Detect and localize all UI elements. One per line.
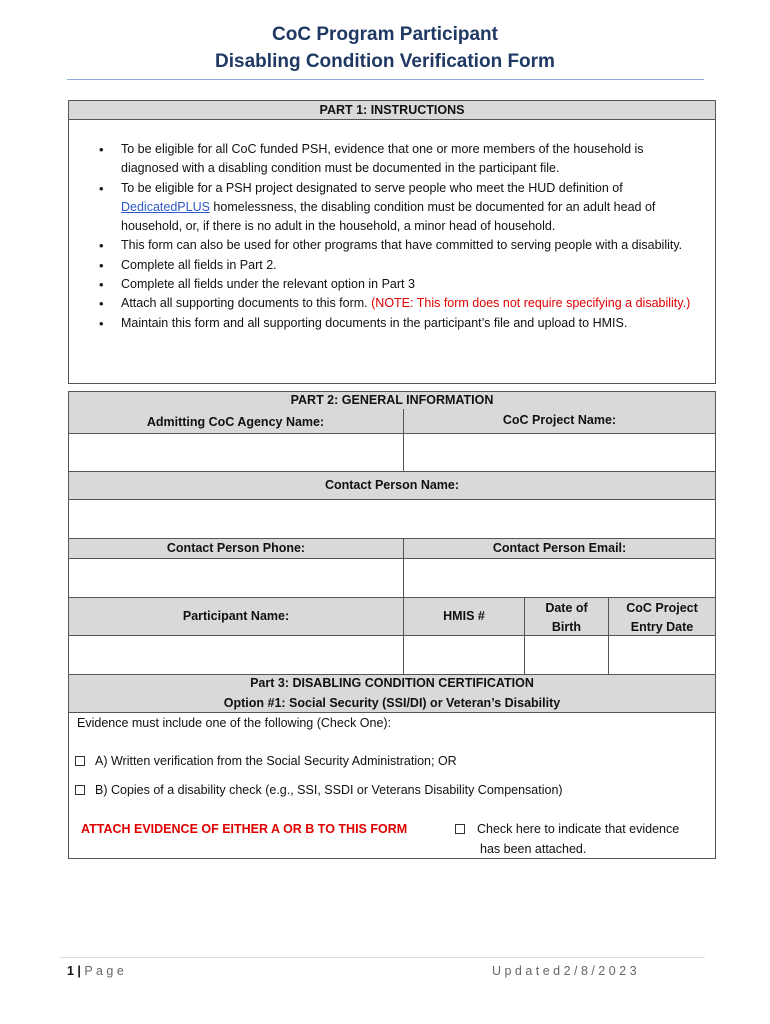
hmis-label: HMIS # bbox=[443, 609, 485, 623]
attached-check-row bbox=[455, 820, 679, 839]
agency-name-label: Admitting CoC Agency Name: bbox=[146, 415, 325, 429]
contact-name-field[interactable] bbox=[68, 499, 716, 539]
option-b-label: B) Copies of a disability check (e.g., SSI, SSDI or Veterans Disability Compensation) bbox=[95, 783, 563, 797]
part2-header: PART 2: GENERAL INFORMATION bbox=[290, 393, 494, 407]
project-name-label: CoC Project Name: bbox=[502, 413, 617, 427]
form-title-line2: Disabling Condition Verification Form bbox=[215, 51, 555, 72]
contact-email-field[interactable] bbox=[403, 558, 716, 598]
hmis-field[interactable] bbox=[403, 635, 525, 675]
dedicatedplus-link[interactable]: DedicatedPLUS bbox=[121, 199, 210, 214]
entry-date-field[interactable] bbox=[608, 635, 716, 675]
instruction-item: • Maintain this form and all supporting documents in the participant’s file and upload to HMIS. bbox=[95, 314, 700, 333]
form-title-line1: CoC Program Participant bbox=[272, 24, 498, 45]
instruction-item: • Complete all fields in Part 2. bbox=[95, 256, 700, 275]
attached-label-1: Check here to indicate that evidence bbox=[477, 822, 680, 836]
part1-header bbox=[68, 100, 716, 120]
option-a-label: A) Written verification from the Social Security Administration; OR bbox=[95, 754, 457, 768]
option-b-checkbox[interactable] bbox=[75, 785, 85, 795]
dob-label: Date of Birth bbox=[545, 601, 588, 634]
dob-field[interactable] bbox=[524, 635, 609, 675]
evidence-intro: Evidence must include one of the following (Check One): bbox=[77, 716, 392, 730]
instructions-list bbox=[95, 140, 700, 333]
option-b-row bbox=[75, 781, 563, 800]
instruction-item: • To be eligible for all CoC funded PSH, evidence that one or more members of the household is diagnosed with a disabling condition must be documented in the participant file. bbox=[95, 140, 700, 179]
option-a-row bbox=[75, 752, 457, 771]
instruction-note: (NOTE: This form does not require specifying a disability.) bbox=[371, 296, 691, 311]
attached-label-2: has been attached. bbox=[480, 842, 587, 856]
page-number: 1 | P a g e bbox=[67, 964, 124, 978]
contact-email-label: Contact Person Email: bbox=[492, 541, 627, 555]
entry-date-label: CoC Project Entry Date bbox=[626, 601, 698, 634]
attach-evidence-notice: ATTACH EVIDENCE OF EITHER A OR B TO THIS FORM bbox=[81, 822, 408, 836]
footer-divider bbox=[60, 957, 705, 958]
instruction-item: • To be eligible for a PSH project designated to serve people who meet the HUD definition of DedicatedPLUS homelessness, the disabling condition must be documented for an adult head of household, or, if there is no adult in the household, a minor head of household. bbox=[95, 179, 700, 237]
project-name-field[interactable] bbox=[403, 433, 716, 472]
instruction-item: • Attach all supporting documents to this form. (NOTE: This form does not require specifying a disability.) bbox=[95, 294, 700, 313]
instruction-item: • Complete all fields under the relevant option in Part 3 bbox=[95, 275, 700, 294]
title-divider bbox=[67, 79, 704, 80]
participant-name-field[interactable] bbox=[68, 635, 404, 675]
instruction-item: • This form can also be used for other programs that have committed to serving people with a disability. bbox=[95, 236, 700, 255]
option-a-checkbox[interactable] bbox=[75, 756, 85, 766]
contact-phone-label: Contact Person Phone: bbox=[166, 541, 306, 555]
part3-header: Part 3: DISABLING CONDITION CERTIFICATION bbox=[250, 676, 534, 690]
contact-name-label: Contact Person Name: bbox=[324, 478, 460, 492]
part1-header-text: PART 1: INSTRUCTIONS bbox=[319, 103, 465, 117]
participant-name-label: Participant Name: bbox=[182, 609, 290, 623]
option1-header: Option #1: Social Security (SSI/DI) or Veteran’s Disability bbox=[223, 696, 561, 710]
updated-date: U p d a t e d 2 / 8 / 2 0 2 3 bbox=[492, 964, 637, 978]
contact-phone-field[interactable] bbox=[68, 558, 404, 598]
attached-checkbox[interactable] bbox=[455, 824, 465, 834]
agency-name-field[interactable] bbox=[68, 433, 404, 472]
